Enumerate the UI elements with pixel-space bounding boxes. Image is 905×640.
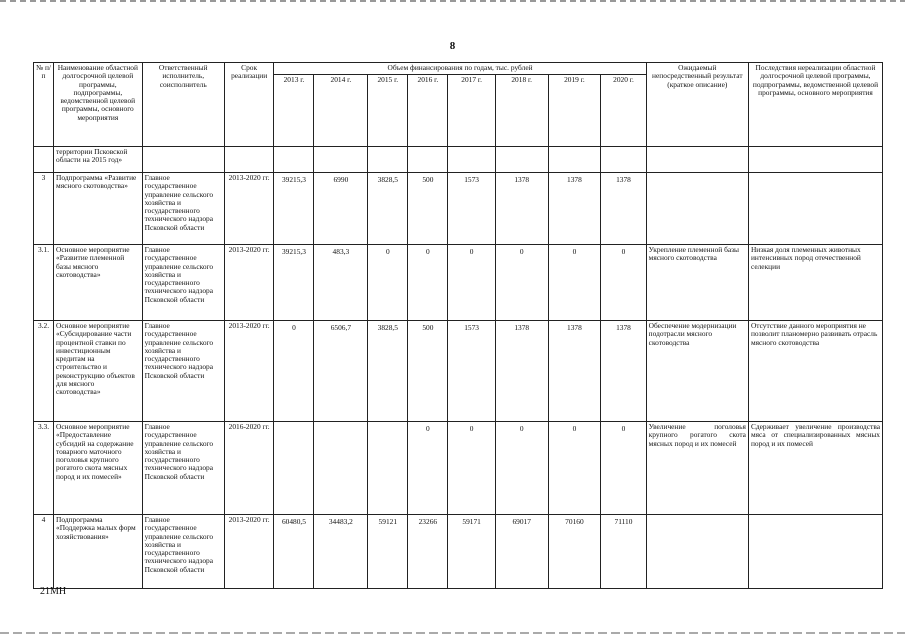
cell-value: 483,3	[314, 245, 368, 321]
cell-value: 0	[601, 422, 646, 515]
cell-term	[224, 147, 274, 173]
cell-name: Основное мероприятие «Развитие племенной базы мясного скотоводства»	[54, 245, 143, 321]
cell-name: территории Псковской области на 2015 год»	[54, 147, 143, 173]
cell-value	[548, 147, 601, 173]
header-year: 2020 г.	[601, 75, 646, 147]
cell-value: 23266	[408, 515, 448, 589]
cell-name: Подпрограмма «Развитие мясного скотоводства»	[54, 173, 143, 245]
cell-value: 1573	[448, 173, 495, 245]
cell-value	[274, 422, 314, 515]
header-year: 2017 г.	[448, 75, 495, 147]
header-year: 2015 г.	[368, 75, 408, 147]
header-year: 2014 г.	[314, 75, 368, 147]
cell-term: 2013-2020 гг.	[224, 515, 274, 589]
header-year: 2016 г.	[408, 75, 448, 147]
header-funding: Объем финансирования по годам, тыс. рублей	[274, 63, 646, 75]
cell-executor: Главное государственное управление сельского хозяйства и государственного технического надзора Псковской области	[142, 515, 224, 589]
cell-value	[314, 422, 368, 515]
cell-num: 4	[34, 515, 54, 589]
cell-executor: Главное государственное управление сельского хозяйства и государственного технического надзора Псковской области	[142, 245, 224, 321]
footer-code: 21МН	[40, 586, 67, 597]
cell-value: 500	[408, 321, 448, 422]
cell-value	[408, 147, 448, 173]
cell-num	[34, 147, 54, 173]
cell-value: 34483,2	[314, 515, 368, 589]
cell-value: 1378	[601, 173, 646, 245]
header-year: 2013 г.	[274, 75, 314, 147]
header-row-1	[34, 63, 883, 75]
cell-value: 0	[408, 422, 448, 515]
cell-value: 6990	[314, 173, 368, 245]
cell-term: 2016-2020 гг.	[224, 422, 274, 515]
table-row	[34, 321, 883, 422]
cell-value: 6506,7	[314, 321, 368, 422]
cell-num: 3.2.	[34, 321, 54, 422]
header-consequences: Последствия нереализации областной долгосрочной целевой программы, подпрограммы, ведомственной целевой программы, основного мероприятия	[748, 63, 882, 147]
cell-value: 1573	[448, 321, 495, 422]
cell-value	[368, 422, 408, 515]
cell-num: 3	[34, 173, 54, 245]
cell-num: 3.1.	[34, 245, 54, 321]
header-year: 2018 г.	[495, 75, 548, 147]
cell-num: 3.3.	[34, 422, 54, 515]
cell-value: 1378	[495, 173, 548, 245]
cell-name: Подпрограмма «Поддержка малых форм хозяйствования»	[54, 515, 143, 589]
cell-value: 0	[448, 245, 495, 321]
cell-executor: Главное государственное управление сельского хозяйства и государственного технического надзора Псковской области	[142, 321, 224, 422]
table-row	[34, 173, 883, 245]
cell-value	[448, 147, 495, 173]
cell-term: 2013-2020 гг.	[224, 321, 274, 422]
cell-executor	[142, 147, 224, 173]
cell-name: Основное мероприятие «Субсидирование части процентной ставки по инвестиционным кредитам на строительство и реконструкцию объектов для мясного скотоводства»	[54, 321, 143, 422]
cell-value	[368, 147, 408, 173]
cell-consequences: Отсутствие данного мероприятия не позволит планомерно развивать отрасль мясного скотоводства	[748, 321, 882, 422]
header-num: № п/п	[34, 63, 54, 147]
cell-result: Обеспечение модернизации подотрасли мясного скотоводства	[646, 321, 748, 422]
cell-value: 39215,3	[274, 173, 314, 245]
cell-value: 1378	[495, 321, 548, 422]
cell-value: 0	[408, 245, 448, 321]
cell-result	[646, 515, 748, 589]
cell-value: 0	[548, 245, 601, 321]
cell-value: 60480,5	[274, 515, 314, 589]
budget-table	[33, 62, 883, 589]
cell-value: 3828,5	[368, 173, 408, 245]
cell-executor: Главное государственное управление сельского хозяйства и государственного технического надзора Псковской области	[142, 173, 224, 245]
cell-value	[495, 147, 548, 173]
cell-value: 59171	[448, 515, 495, 589]
table-row	[34, 515, 883, 589]
cell-value: 0	[495, 245, 548, 321]
cell-value: 70160	[548, 515, 601, 589]
header-year: 2019 г.	[548, 75, 601, 147]
cell-consequences: Сдерживает увеличение производства мяса от специализированных мясных пород и их помесей	[748, 422, 882, 515]
cell-result	[646, 147, 748, 173]
cell-consequences	[748, 173, 882, 245]
cell-consequences	[748, 147, 882, 173]
cell-value: 1378	[601, 321, 646, 422]
cell-executor: Главное государственное управление сельского хозяйства и государственного технического надзора Псковской области	[142, 422, 224, 515]
cell-value: 69017	[495, 515, 548, 589]
header-term: Срок реализации	[224, 63, 274, 147]
header-name: Наименование областной долгосрочной целевой программы, подпрограммы, ведомственной целевой программы, основного мероприятия	[54, 63, 143, 147]
cell-value: 0	[601, 245, 646, 321]
cell-result	[646, 173, 748, 245]
cell-value	[314, 147, 368, 173]
scan-top-edge	[0, 0, 905, 2]
page-number: 8	[449, 40, 456, 52]
cell-value: 3828,5	[368, 321, 408, 422]
cell-result: Укрепление племенной базы мясного скотоводства	[646, 245, 748, 321]
cell-value: 71110	[601, 515, 646, 589]
cell-value: 0	[548, 422, 601, 515]
table-row	[34, 245, 883, 321]
cell-term: 2013-2020 гг.	[224, 245, 274, 321]
cell-value: 59121	[368, 515, 408, 589]
cell-consequences	[748, 515, 882, 589]
cell-value: 1378	[548, 173, 601, 245]
cell-value: 0	[495, 422, 548, 515]
cell-result: Увеличение поголовья крупного рогатого скота мясных пород и их помесей	[646, 422, 748, 515]
cell-value	[601, 147, 646, 173]
scan-bottom-edge	[0, 632, 905, 634]
header-executor: Ответственный исполнитель, соисполнитель	[142, 63, 224, 147]
cell-value: 1378	[548, 321, 601, 422]
header-result: Ожидаемый непосредственный результат (краткое описание)	[646, 63, 748, 147]
cell-value: 500	[408, 173, 448, 245]
cell-value: 0	[368, 245, 408, 321]
cell-term: 2013-2020 гг.	[224, 173, 274, 245]
cell-value: 0	[274, 321, 314, 422]
cell-consequences: Низкая доля племенных животных интенсивных пород отечественной селекции	[748, 245, 882, 321]
cell-name: Основное мероприятие «Предоставление субсидий на содержание товарного маточного поголовья крупного рогатого скота мясных пород и их помесей»	[54, 422, 143, 515]
table-row	[34, 422, 883, 515]
table-row	[34, 147, 883, 173]
cell-value: 39215,3	[274, 245, 314, 321]
cell-value: 0	[448, 422, 495, 515]
cell-value	[274, 147, 314, 173]
